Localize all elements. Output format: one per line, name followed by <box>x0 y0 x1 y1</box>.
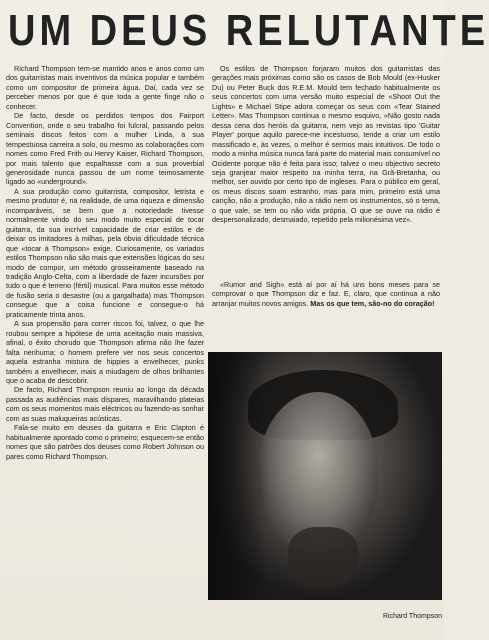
right-column-top <box>212 64 440 272</box>
left-column <box>6 64 204 636</box>
paragraph: Os estilos de Thompson forjaram muitos dos guitarristas das gerações mais próximas como são os casos de Bob Mould (ex-Husker Du) ou Peter Buck dos R.E.M. Mould tem fechado habitualmente os seus concertos com uma versão muito especial de «Shoot Out the Lights» e Michael Stipe adora começar os seus com «Tear Stained Letter». Mas Thompson continua o mesmo esquivo, «Não gosto nada dessa cena dos heróis da guitarra, nem vejo as revistas tipo 'Guitar Player' porque aquilo parece-me incestuoso, tende a criar um estilo massificado e, às vezes, o melhor é sermos mais intuitivos. De todo o modo a minha música nunca fará parte do material mais consumível no Ocidente porque não é feita para isso; talvez o meu objectivo secreto seja granjear maior respeito na minha terra, na Grã-Bretanha, ou melhor, ser ouvido por certo tipo de ingleses. Para o público em geral, os meus discos soam estranho, mas para mim, primeiro está uma canção, não a produção, não a rádio nem os instrumentos, só o tema, o que vale, se tem ou não vida própria. O que se ouve na rádio é despersonalizado, desmaiado, repetido pela milionésima vez». <box>212 64 440 225</box>
photo-beard-shape <box>288 527 358 587</box>
paragraph: Fala-se muito em deuses da guitarra e Eric Clapton é habitualmente apontado como o primeiro; esquecem-se então nomes que são patrões dos deuses como Robert Johnson ou pares como Richard Thompson. <box>6 423 204 461</box>
closing-paragraph <box>212 280 440 308</box>
photo-caption: Richard Thompson <box>382 613 442 620</box>
photo-shadow <box>208 352 268 600</box>
paragraph: De facto, desde os perdidos tempos dos Fairport Convention, onde o seu trabalho foi fulcral, passando pelos seminais discos feitos com a mulher Linda, a sua tempestuosa carreira a solo, ou mesmo as colaborações com nomes como Fred Frith ou Henry Kaiser, Richard Thompson, por mais talento que espalhasse com a sua proverbial generosidade nunca passou de um nome teimosamente ligado ao «underground». <box>6 111 204 187</box>
paragraph: A sua propensão para correr riscos foi, talvez, o que lhe roubou sempre a hipótese de uma aceitação mais massiva, afinal, o êxito chorudo que Thompson afirma não lhe fazer falta nenhuma; o homem prefere ver nos seus concertos aquela estranha mistura de hippies a envelhecer, punks também a envelhecer, mais a miudagem de olhos brilhantes que o acaba de descobrir. <box>6 319 204 385</box>
portrait-photo <box>208 352 442 600</box>
closing-bold-text: Mas os que tem, são-no do coração! <box>310 298 435 308</box>
right-column-bottom <box>212 280 440 344</box>
closing-text: «Rumor and Sigh» está aí por aí há uns bons meses para se comprovar o que Thompson diz e faz. E, claro, que continua a não arranjar muitos novos amigos. <box>212 280 440 308</box>
headline: UM DEUS RELUTANTE <box>8 7 489 56</box>
paragraph: A sua produção como guitarrista, compositor, letrista e mesmo produtor é, na realidade, de uma riqueza e dimensão incomparáveis, se bem que a notoriedade tivesse normalmente vindo do seu modo muito especial de tocar guitarra, da sua incrível capacidade de criar estilos e de deixar os imitadores à milhas, pela óbvia dificuldade técnica que «tocar à Thompson» exige. Curiosamente, os variados estilos Thompson não são mais que extensões lógicas do seu modo de compor, um método grosseiramente baseado na tradição Anglo-Celta, com a liberdade de fazer incursões por tudo o que é terreno (fértil) musical. Para muitos esse método de fusão seria o desastre (ou a gargalhada) mas Thompson consegue que a coisa funcione e consegue-o há praticamente trinta anos. <box>6 186 204 319</box>
paragraph: De facto, Richard Thompson reuniu ao longo da década passada as audiências mais díspares, maravilhando plateias com os seus momentos mais eléctricos ou fazendo-as sonhar com as suas maluqueiras acústicas. <box>6 385 204 423</box>
paragraph: Richard Thompson tem-se mantido anos e anos como um dos guitarristas mais inventivos da música popular e também como um compositor de primeira água. Daí, cada vez se perceber menos por que é que toda a gente finge não o conhecer. <box>6 64 204 111</box>
